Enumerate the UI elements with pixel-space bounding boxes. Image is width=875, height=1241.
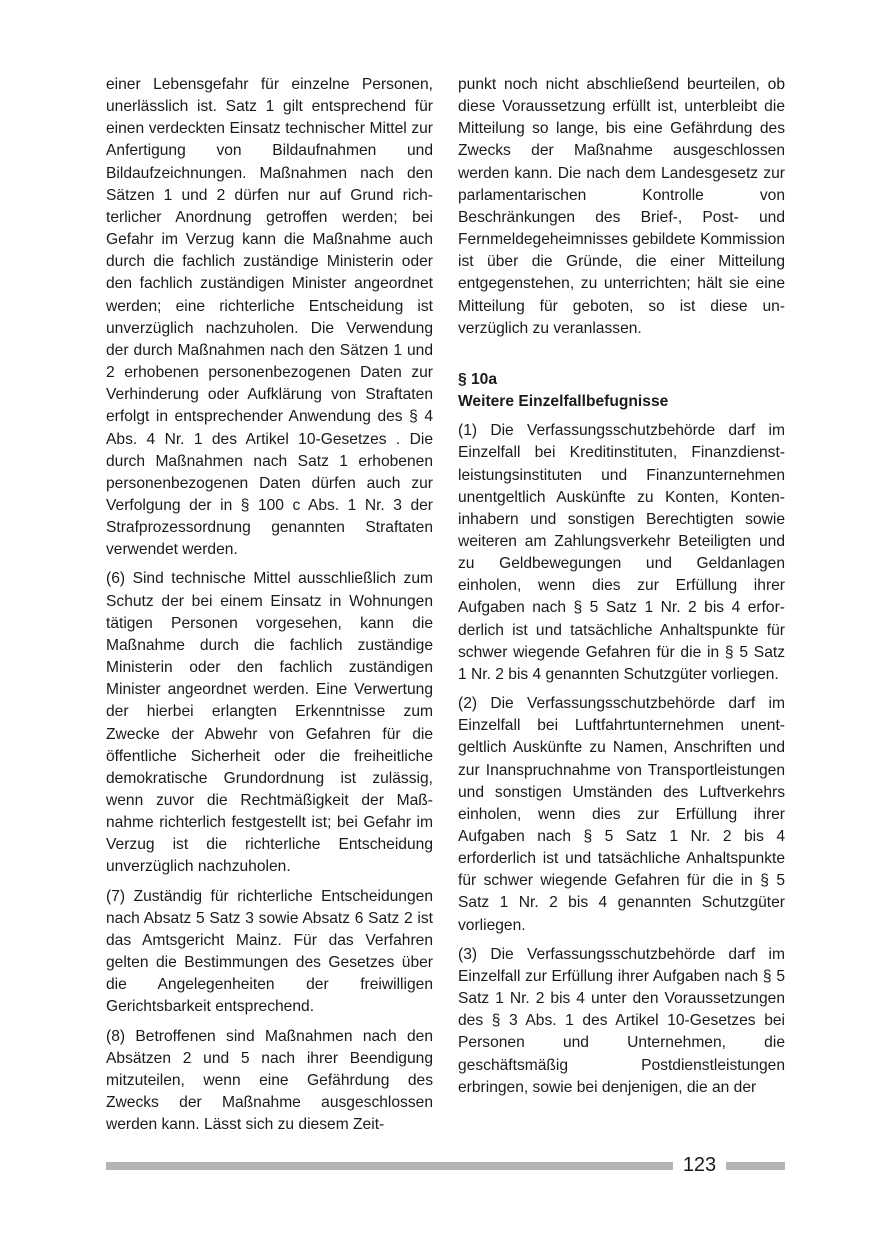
section-title: Weitere Einzelfallbefugnisse <box>458 393 669 411</box>
paragraph: (1) Die Verfassungsschutzbehörde darf im Einzelfall bei Kreditinstituten, Finanzdienstleistungsinstituten und Finanzunternehmen unentgeltlich Auskünfte zu Konten, Konteninhabern und sonstigen Berechtigten sowie weiteren am Zahlungsverkehr Beteiligten und zu Geldbewegungen und Geldanlagen einholen, wenn dies zur Erfüllung ihrer Aufgaben nach § 5 Satz 1 Nr. 2 bis 4 erforderlich ist und tatsächliche Anhaltspunkte für schwer wiegende Gefahren für die in § 5 Satz 1 Nr. 2 bis 4 genannten Schutzgüter vorliegen. <box>458 422 785 683</box>
paragraph: (7) Zuständig für richterliche Entscheidungen nach Absatz 5 Satz 3 sowie Absatz 6 Satz 2 ist das Amtsgericht Mainz. Für das Verfahren gelten die Bestimmungen des Gesetzes über die Angelegenheiten der freiwilligen Gerichtsbarkeit entsprechend. <box>106 887 433 1016</box>
right-column <box>458 74 785 1099</box>
paragraph: einer Lebensgefahr für einzelne Personen, unerlässlich ist. Satz 1 gilt entsprechend für einen verdeckten Einsatz technischer Mittel zur Anfertigung von Bildaufnahmen und Bildaufzeichnungen. Maßnahmen nach den Sätzen 1 und 2 dürfen nur auf Grund richterlicher Anordnung getroffen werden; bei Gefahr im Verzug kann die Maßnahme auch durch die fachlich zuständige Ministerin oder den fachlich zuständigen Minister angeordnet werden; eine richterliche Entscheidung ist unverzüglich nachzuholen. Die Verwendung der durch Maßnahmen nach den Sätzen 1 und 2 erhobenen personenbezogenen Daten zur Verhinderung oder Aufklärung von Straftaten erfolgt in entsprechender Anwendung des § 4 Abs. 4 Nr. 1 des Artikel 10-Gesetzes . Die durch Maßnahmen nach Satz 1 erhobenen personenbezogenen Daten dürfen auch zur Verfolgung der in § 100 c Abs. 1 Nr. 3 der Strafprozessordnung genannten Straftaten verwendet werden. <box>106 76 433 559</box>
section-number: § 10a <box>458 370 498 388</box>
paragraph: punkt noch nicht abschließend beurteilen, ob diese Voraussetzung erfüllt ist, unterbleibt die Mitteilung so lange, bis eine Gefährdung des Zwecks der Maßnahme ausgeschlossen werden kann. Die nach dem Landesgesetz zur parlamentarischen Kontrolle von Beschränkungen des Brief-, Post- und Fernmeldegeheimnisses gebildete Kommission ist über die Gründe, die einer Mitteilung entgegenstehen, zu unterrichten; hält sie eine Mitteilung für geboten, so ist diese unverzüglich zu veranlassen. <box>458 76 785 337</box>
footer-bar-left <box>106 1162 673 1170</box>
page-number: 123 <box>682 1154 717 1176</box>
left-column <box>106 74 433 1136</box>
paragraph: (6) Sind technische Mittel ausschließlich zum Schutz der bei einem Einsatz in Wohnungen tätigen Personen vorgesehen, kann die Maßnahme durch die fachlich zuständige Ministerin oder den fachlich zuständigen Minister angeordnet werden. Eine Verwertung der hierbei erlangten Erkenntnisse zum Zwecke der Abwehr von Gefahren für die öffentliche Sicherheit oder die freiheitliche demokratische Grundordnung ist zulässig, wenn zuvor die Rechtmäßigkeit der Maßnahme richterlich festgestellt ist; bei Gefahr im Verzug ist die richterliche Entscheidung unverzüglich nachzuholen. <box>106 570 433 876</box>
paragraph: (3) Die Verfassungsschutzbehörde darf im Einzelfall zur Erfüllung ihrer Aufgaben nach § 5 Satz 1 Nr. 2 bis 4 unter den Voraussetzungen des § 3 Abs. 1 des Artikel 10-Gesetzes bei Personen und Unternehmen, die geschäftsmäßig Postdienstleistungen erbringen, sowie bei denjenigen, die an der <box>458 945 785 1096</box>
footer-bar-right <box>726 1162 785 1170</box>
paragraph: (8) Betroffenen sind Maßnahmen nach den Absätzen 2 und 5 nach ihrer Beendigung mitzuteilen, wenn eine Gefährdung des Zwecks der Maßnahme ausgeschlossen werden kann. Lässt sich zu diesem Zeit- <box>106 1027 433 1134</box>
paragraph: (2) Die Verfassungsschutzbehörde darf im Einzelfall bei Luftfahrtunternehmen unentgeltlich Auskünfte zu Namen, Anschriften und zur Inanspruchnahme von Transportleistungen und sonstigen Umständen des Luftverkehrs einholen, wenn dies zur Erfüllung ihrer Aufgaben nach § 5 Satz 1 Nr. 2 bis 4 erforderlich ist und tatsächliche Anhaltspunkte für schwer wiegende Gefahren für die in § 5 Satz 1 Nr. 2 bis 4 genannten Schutzgüter vorliegen. <box>458 695 785 934</box>
